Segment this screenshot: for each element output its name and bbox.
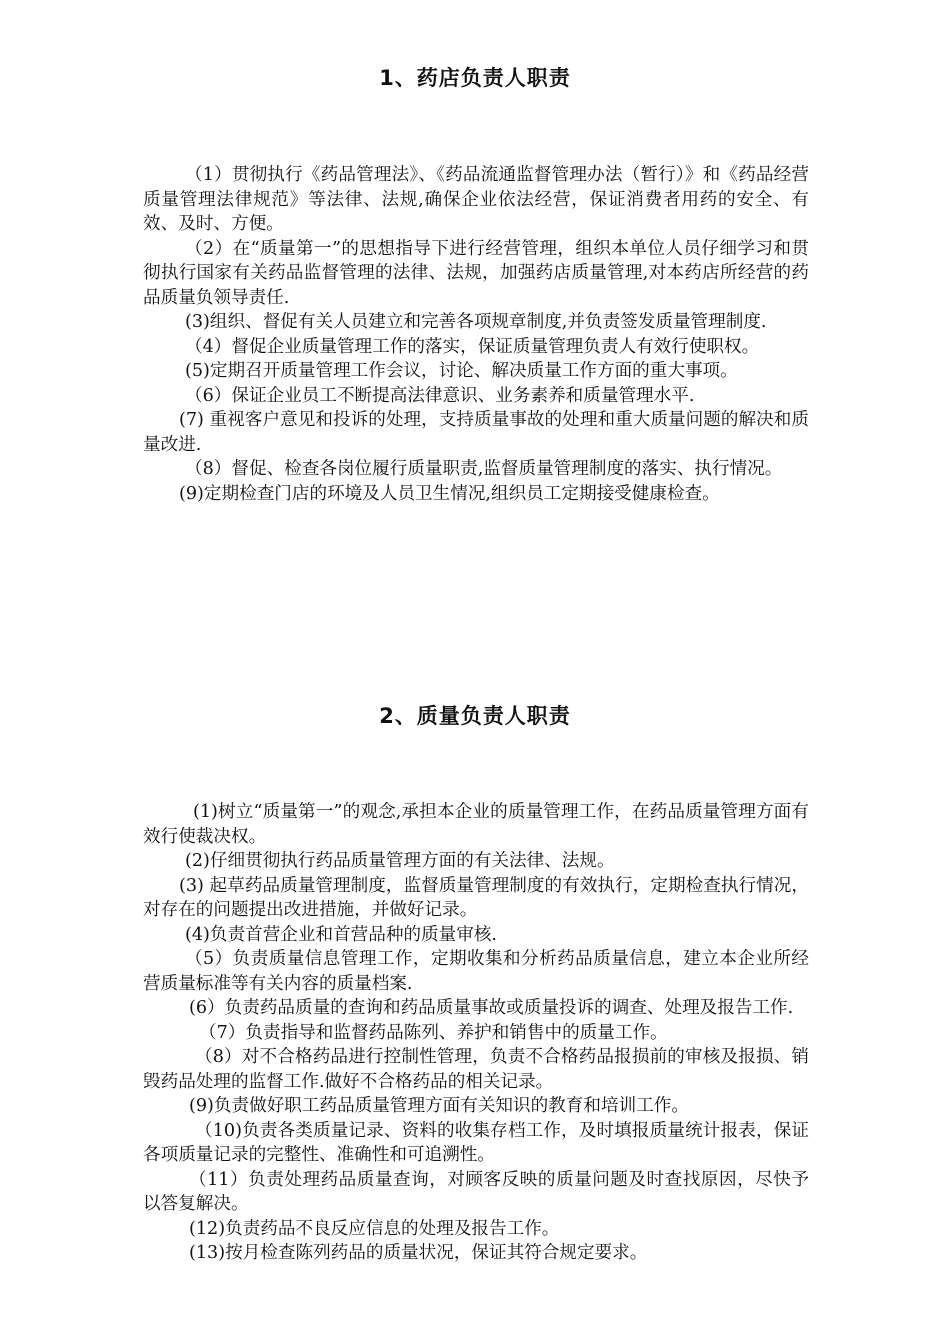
- section-2-item-7: （7）负责指导和监督药品陈列、养护和销售中的质量工作。: [199, 1022, 668, 1043]
- section-2-title: 2、质量负责人职责: [379, 704, 571, 728]
- section-2-item-2: (2)仔细贯彻执行药品质量管理方面的有关法律、法规。: [185, 851, 615, 871]
- section-2-body: [143, 800, 809, 1266]
- section-1-item-5: (5)定期召开质量管理工作会议，讨论、解决质量工作方面的重大事项。: [185, 361, 738, 381]
- section-1-item-3: (3)组织、督促有关人员建立和完善各项规章制度,并负责签发质量管理制度.: [185, 312, 767, 332]
- section-1-item-8: （8）督促、检查各岗位履行质量职责,监督质量管理制度的落实、执行情况。: [185, 459, 783, 479]
- section-2-item-5: （5）负责质量信息管理工作，定期收集和分析药品质量信息，建立本企业所经营质量标准等有关内容的质量档案.: [143, 949, 809, 994]
- section-2-item-10: （10)负责各类质量记录、资料的收集存档工作，及时填报质量统计报表，保证各项质量记录的完整性、准确性和可追溯性。: [143, 1120, 809, 1165]
- section-2-item-13: (13)按月检查陈列药品的质量状况，保证其符合规定要求。: [189, 1243, 648, 1263]
- section-1-item-2: （2）在“质量第一”的思想指导下进行经营管理，组织本单位人员仔细学习和贯彻执行国家有关药品监督管理的法律、法规，加强药店质量管理,对本药店所经营的药品质量负领导责任.: [143, 238, 809, 308]
- section-1-item-9: (9)定期检查门店的环境及人员卫生情况,组织员工定期接受健康检查。: [179, 483, 720, 504]
- section-2-item-11: （11）负责处理药品质量查询，对顾客反映的质量问题及时查找原因，尽快予以答复解决。: [143, 1169, 809, 1214]
- section-1-body: [143, 163, 809, 506]
- section-2-item-4: (4)负责首营企业和首营品种的质量审核.: [185, 924, 498, 945]
- section-2-item-12: (12)负责药品不良反应信息的处理及报告工作。: [189, 1218, 560, 1239]
- section-1-item-6: （6）保证企业员工不断提高法律意识、业务素养和质量管理水平.: [185, 385, 695, 406]
- section-1-item-1: （1）贯彻执行《药品管理法》、《药品流通监督管理办法（暂行）》和《药品经营质量管理法律规范》等法律、法规,确保企业依法经营，保证消费者用药的安全、有效、及时、方便。: [143, 165, 809, 234]
- section-2-item-9: (9)负责做好职工药品质量管理方面有关知识的教育和培训工作。: [189, 1096, 689, 1116]
- section-2-item-1: (1)树立“质量第一”的观念,承担本企业的质量管理工作，在药品质量管理方面有效行使裁决权。: [143, 802, 809, 847]
- section-2-item-3: (3) 起草药品质量管理制度，监督质量管理制度的有效执行，定期检查执行情况，对存在的问题提出改进措施，并做好记录。: [143, 875, 809, 920]
- section-1-item-4: （4）督促企业质量管理工作的落实，保证质量管理负责人有效行使职权。: [185, 336, 760, 357]
- section-1-title: 1、药店负责人职责: [379, 66, 571, 90]
- section-2-item-8: （8）对不合格药品进行控制性管理，负责不合格药品报损前的审核及报损、销毁药品处理的监督工作.做好不合格药品的相关记录。: [143, 1047, 809, 1092]
- section-1-item-7: (7) 重视客户意见和投诉的处理，支持质量事故的处理和重大质量问题的解决和质量改进.: [143, 410, 809, 455]
- section-2-item-6: (6）负责药品质量的查询和药品质量事故或质量投诉的调查、处理及报告工作.: [189, 998, 794, 1018]
